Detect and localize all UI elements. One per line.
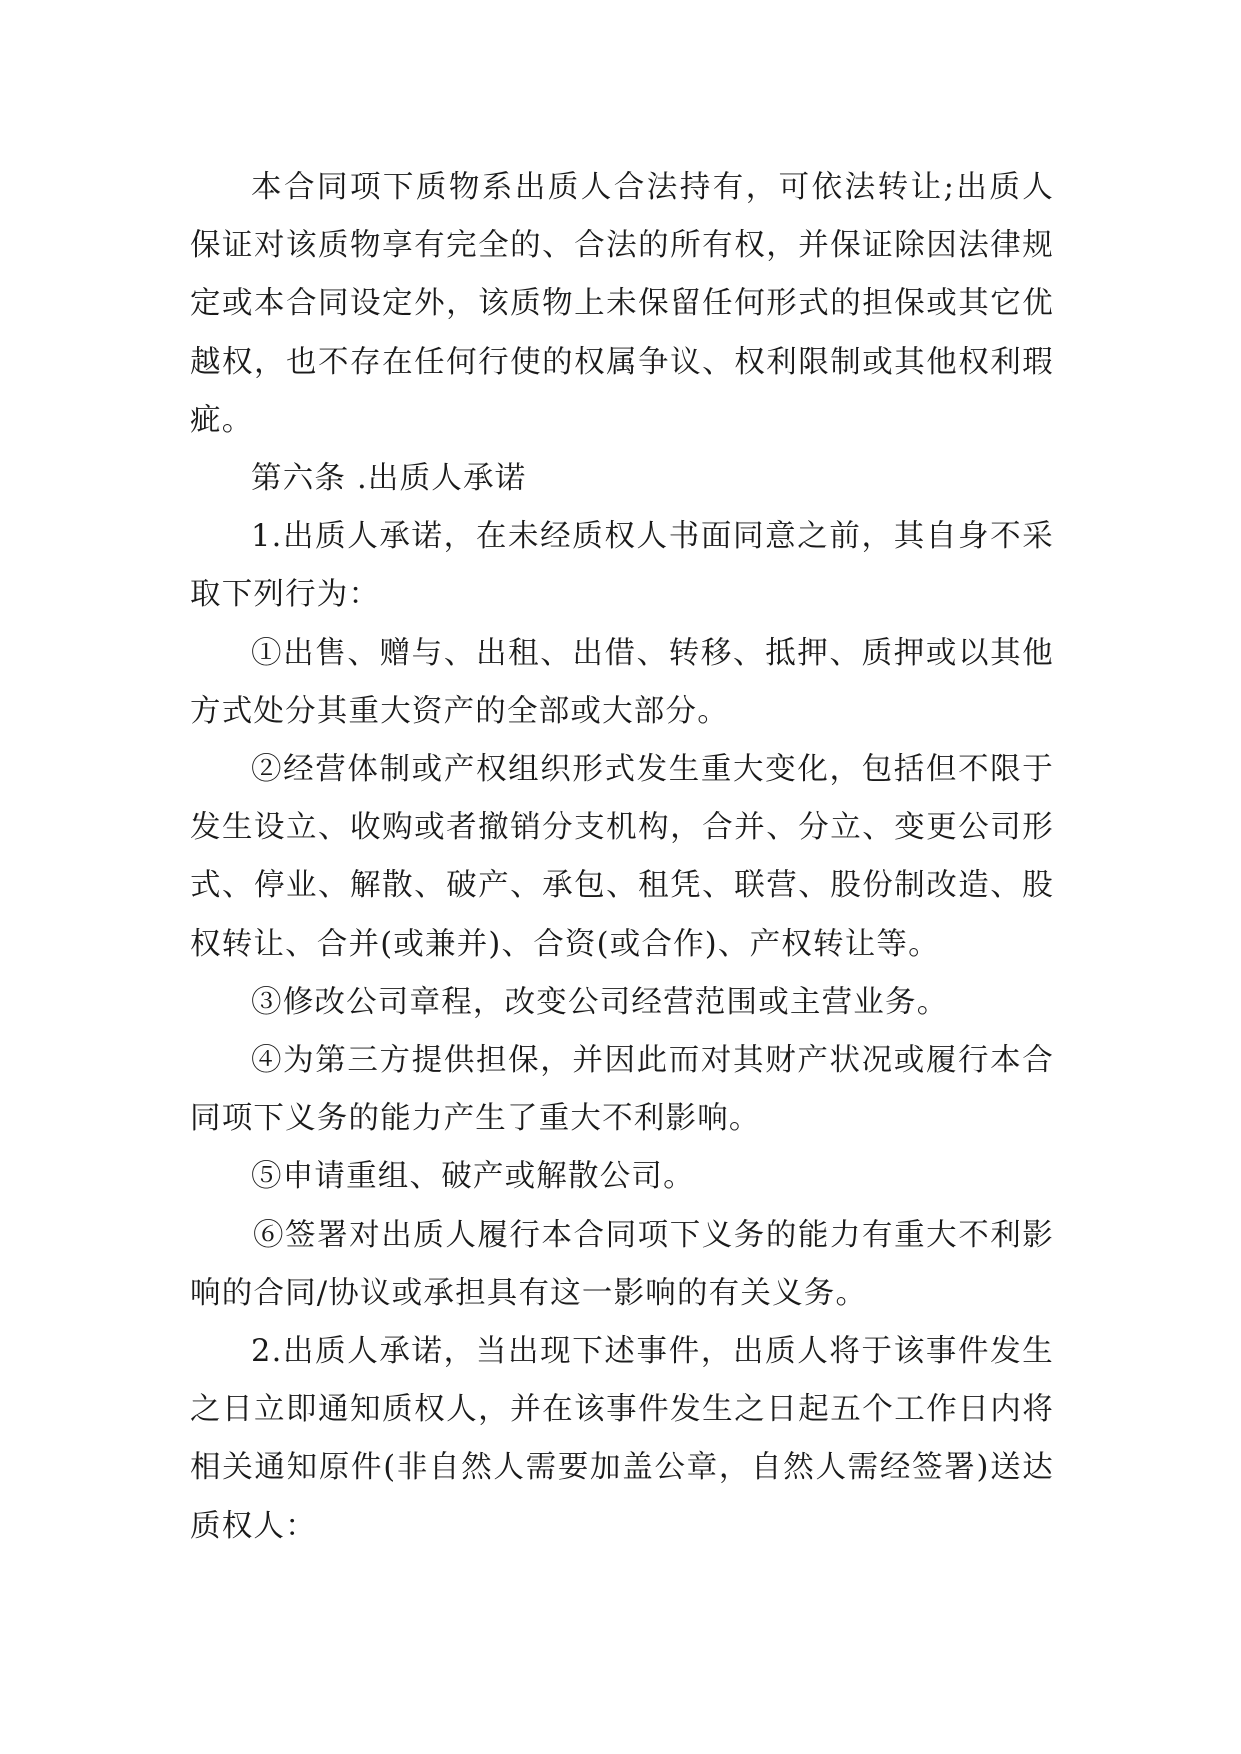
list-item-6: ⑥签署对出质人履行本合同项下义务的能力有重大不利影响的合同/协议或承担具有这一影响的有关义务。 (190, 1217, 1054, 1311)
article-6-heading: 第六条 .出质人承诺 (251, 461, 527, 497)
list-item-4: ④为第三方提供担保，并因此而对其财产状况或履行本合同项下义务的能力产生了重大不利影响。 (190, 1043, 1054, 1137)
list-item-3: ③修改公司章程，改变公司经营范围或主营业务。 (251, 984, 949, 1020)
paragraph-commitment-1: 1.出质人承诺，在未经质权人书面同意之前，其自身不采取下列行为： (190, 519, 1054, 613)
paragraph-commitment-2: 2.出质人承诺，当出现下述事件，出质人将于该事件发生之日立即通知质权人，并在该事件发生之日起五个工作日内将相关通知原件(非自然人需要加盖公章，自然人需经签署)送达质权人： (190, 1334, 1054, 1544)
list-item-5: ⑤申请重组、破产或解散公司。 (251, 1159, 695, 1195)
list-item-1: ①出售、赠与、出租、出借、转移、抵押、质押或以其他方式处分其重大资产的全部或大部分。 (190, 635, 1054, 729)
paragraph-pledge-ownership: 本合同项下质物系出质人合法持有，可依法转让;出质人保证对该质物享有完全的、合法的所有权，并保证除因法律规定或本合同设定外，该质物上未保留任何形式的担保或其它优越权，也不存在任何行使的权属争议、权利限制或其他权利瑕疵。 (190, 170, 1054, 438)
document-body (190, 159, 1054, 1556)
list-item-2: ②经营体制或产权组织形式发生重大变化，包括但不限于发生设立、收购或者撤销分支机构，合并、分立、变更公司形式、停业、解散、破产、承包、租凭、联营、股份制改造、股权转让、合并(或兼并)、合资(或合作)、产权转让等。 (190, 752, 1054, 962)
